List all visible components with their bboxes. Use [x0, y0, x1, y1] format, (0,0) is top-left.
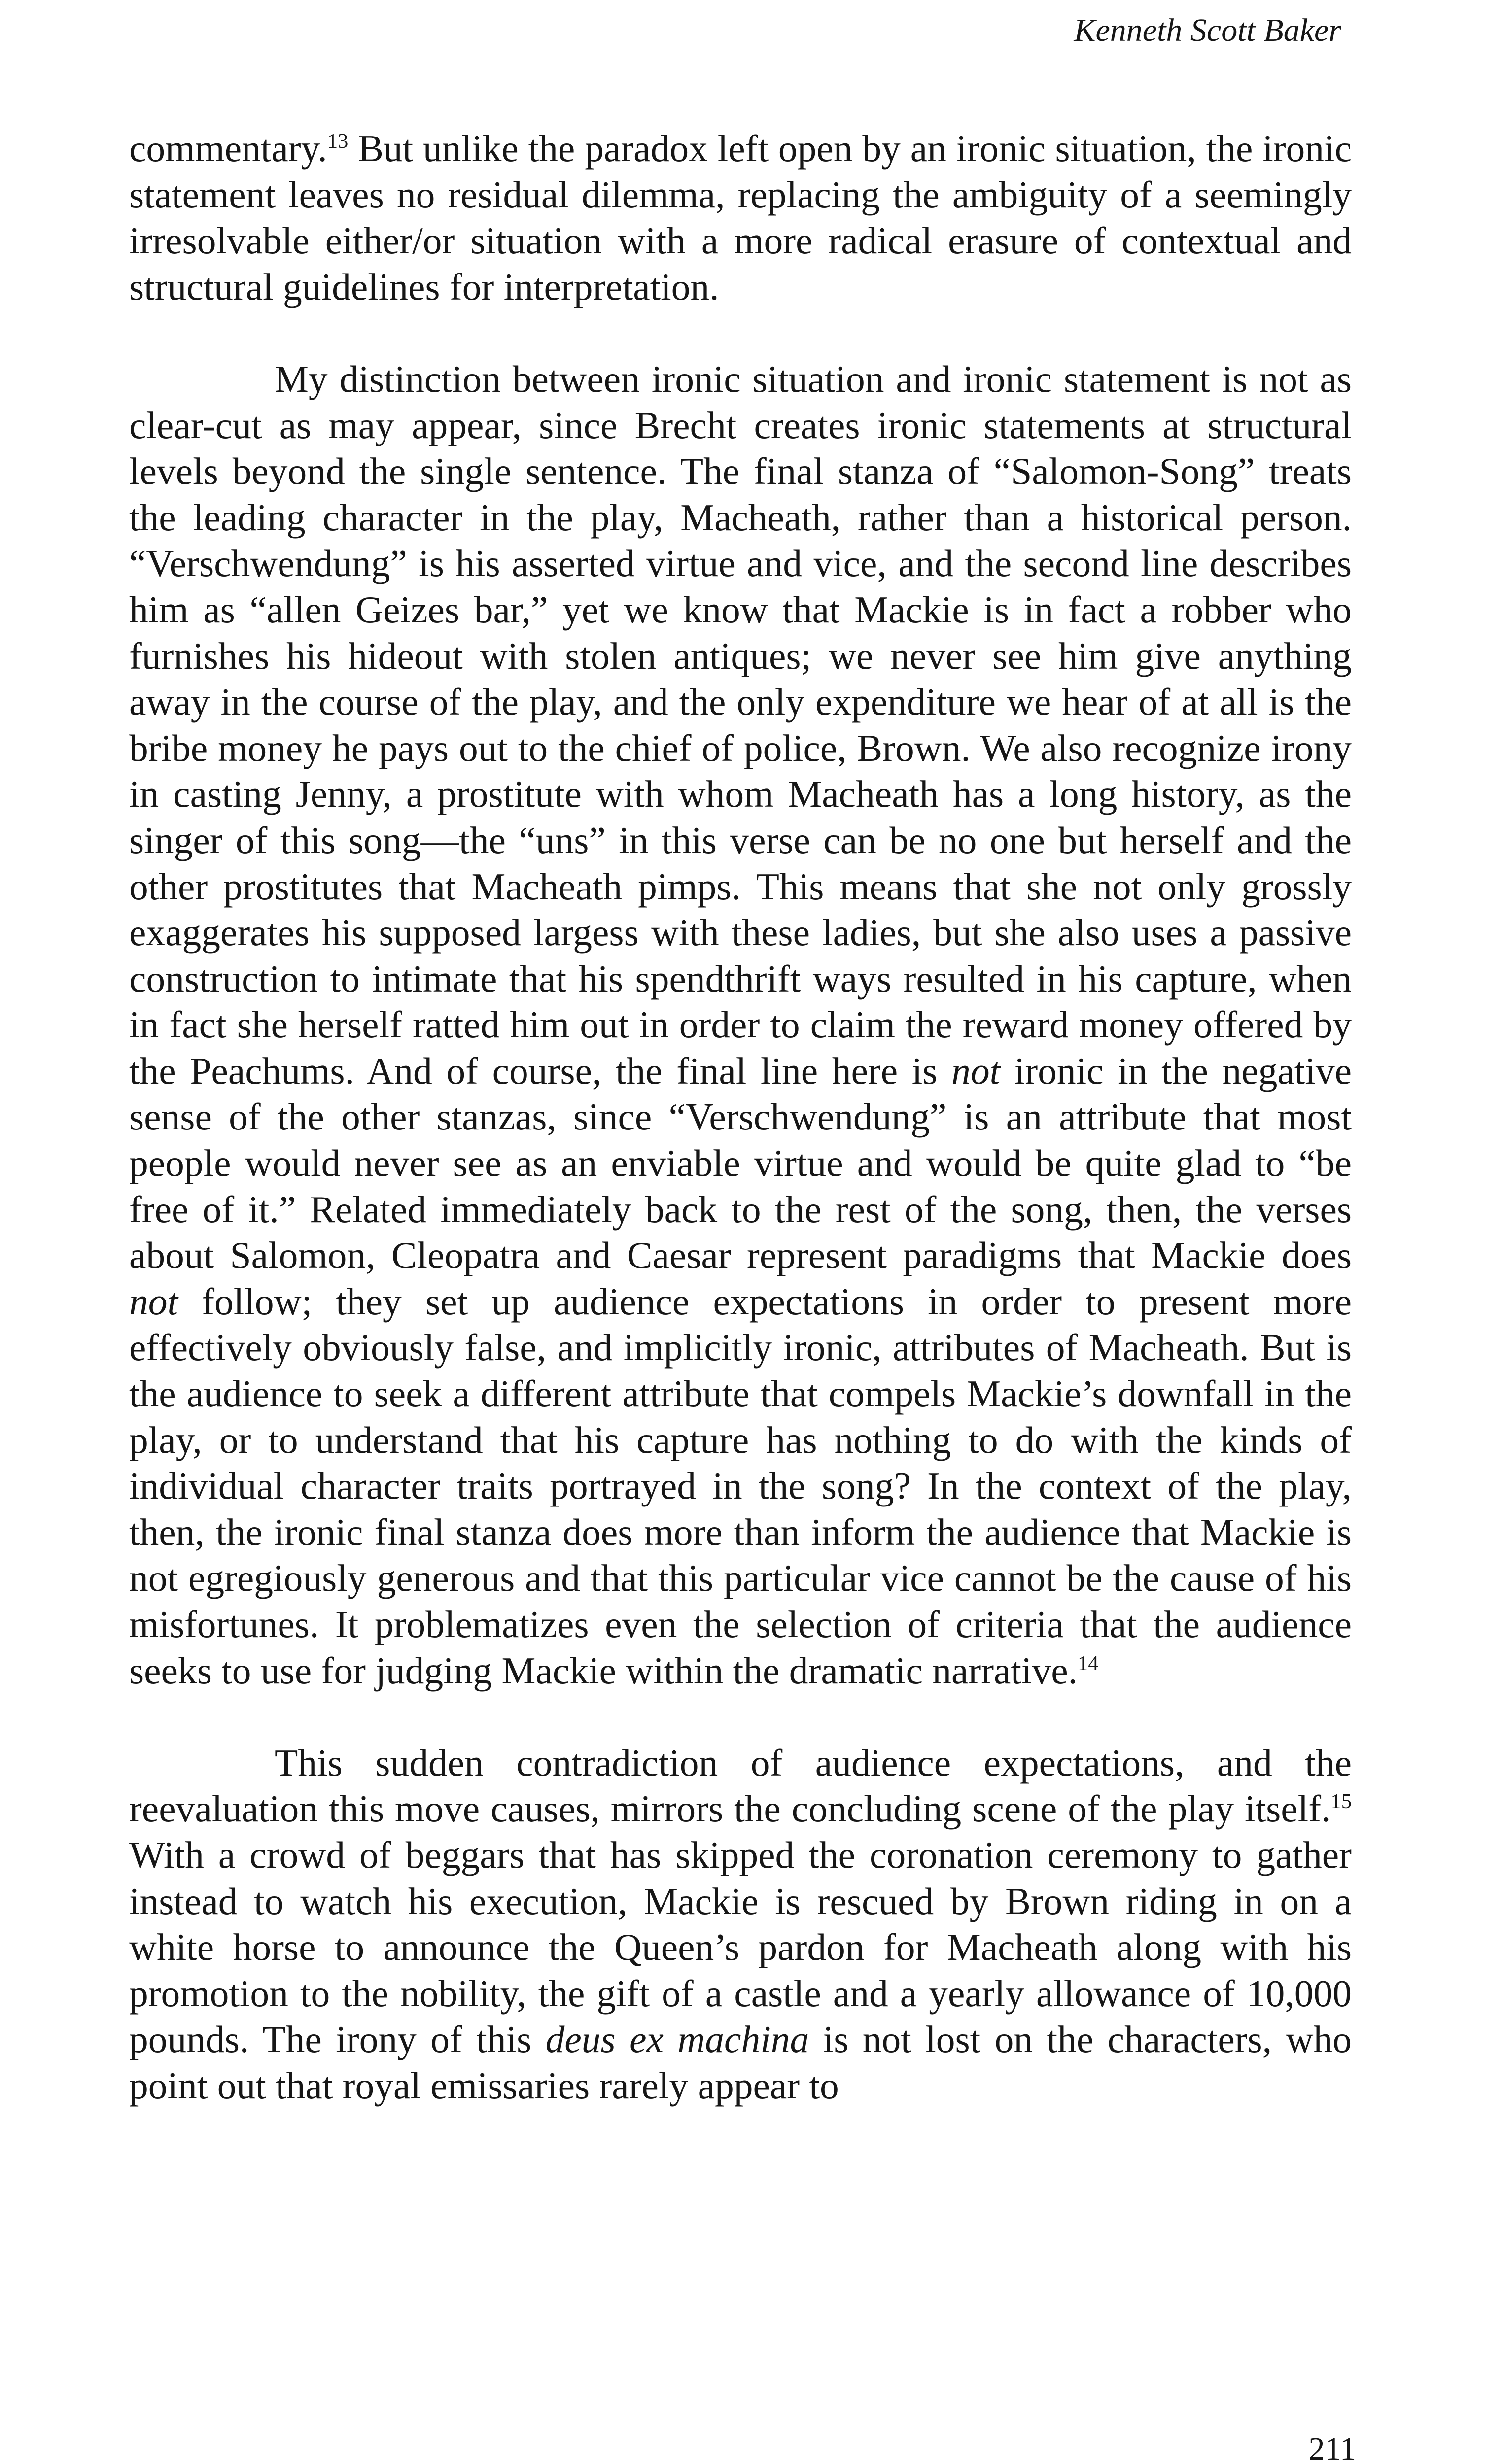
- footnote-ref-14[interactable]: 14: [1078, 1651, 1099, 1675]
- text-run: This sudden contradiction of audience expectations, and the reevaluation this move causes, mirrors the concluding scene of the play itself.: [129, 1741, 1352, 1830]
- paragraph-2: [129, 356, 1352, 1694]
- emphasis: not: [951, 1049, 1001, 1092]
- emphasis: deus ex machina: [545, 2018, 809, 2061]
- text-run: But unlike the paradox left open by an ironic situation, the ironic statement leaves no residual dilemma, replacing the ambiguity of a seemingly irresolvable either/or situation with a more radical erasure of contextual and structural guidelines for interpretation.: [129, 127, 1352, 308]
- text-run: follow; they set up audience expectations in order to present more effectively obviously false, and implicitly ironic, attributes of Macheath. But is the audience to seek a different attribute that compels Mackie’s downfall in the play, or to understand that his capture has nothing to do with the kinds of individual character traits portrayed in the song? In the context of the play, then, the ironic final stanza does more than inform the audience that Mackie is not egregiously generous and that this particular vice cannot be the cause of his misfortunes. It problematizes even the selection of criteria that the audience seeks to use for judging Mackie within the dramatic narrative.: [129, 1280, 1352, 1692]
- paragraph-3: [129, 1740, 1352, 2109]
- body-text: [129, 126, 1352, 2109]
- paragraph-1: [129, 126, 1352, 310]
- text-run: commentary.: [129, 127, 327, 170]
- text-run: ironic in the negative sense of the other stanzas, since “Verschwendung” is an attribute that most people would never see as an enviable virtue and would be quite glad to “be free of it.” Related immediately back to the rest of the song, then, the verses about Salomon, Cleopatra and Caesar represent paradigms that Mackie does: [129, 1049, 1352, 1277]
- emphasis: not: [129, 1280, 178, 1323]
- page-number: 211: [1308, 2431, 1356, 2464]
- text-run: With a crowd of beggars that has skipped the coronation ceremony to gather instead to watch his execution, Mackie is rescued by Brown riding in on a white horse to announce the Queen’s pardon for Macheath along with his promotion to the nobility, the gift of a castle and a yearly allowance of 10,000 pounds. The irony of this: [129, 1833, 1352, 2061]
- footnote-ref-13[interactable]: 13: [327, 130, 349, 153]
- footnote-ref-15[interactable]: 15: [1330, 1790, 1352, 1814]
- text-run: My distinction between ironic situation and ironic statement is not as clear-cut as may appear, since Brecht creates ironic statements at structural levels beyond the single sentence. The final stanza of “Salomon-Song” treats the leading character in the play, Macheath, rather than a historical person. “Verschwendung” is his asserted virtue and vice, and the second line describes him as “allen Geizes bar,” yet we know that Mackie is in fact a robber who furnishes his hideout with stolen antiques; we never see him give anything away in the course of the play, and the only expenditure we hear of at all is the bribe money he pays out to the chief of police, Brown. We also recognize irony in casting Jenny, a prostitute with whom Macheath has a long history, as the singer of this song—the “uns” in this verse can be no one but herself and the other prostitutes that Macheath pimps. This means that she not only grossly exaggerates his supposed largess with these ladies, but she also uses a passive construction to intimate that his spendthrift ways resulted in his capture, when in fact she herself ratted him out in order to claim the reward money offered by the Peachums. And of course, the final line here is: [129, 357, 1352, 1092]
- text-run: is not lost on the characters, who point out that royal emissaries rarely appear to: [129, 2018, 1352, 2107]
- running-head: Kenneth Scott Baker: [1074, 12, 1341, 48]
